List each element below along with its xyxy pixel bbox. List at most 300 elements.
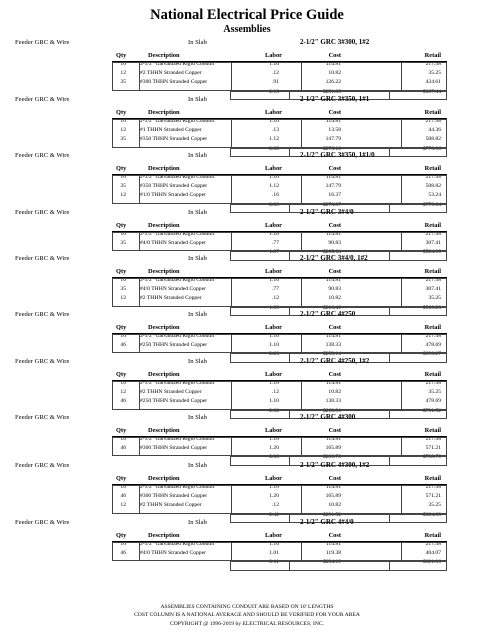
table-row [0, 549, 494, 558]
row-retail: 508.82 [425, 136, 441, 143]
row-qty: 10 [120, 61, 126, 67]
row-cost: 114.81 [325, 118, 341, 124]
total-labor: 2.42 [269, 511, 279, 518]
row-labor: 1.10 [269, 398, 279, 405]
column-header-qty: Qty [116, 532, 127, 539]
row-description: #1 THHN Stranded Copper [140, 127, 202, 134]
assembly-category: Feeder GRC & Wire [15, 96, 70, 103]
row-description: 2-1/2" Galvanized Rigid Conduit [140, 174, 215, 180]
row-description: #1/0 THHN Stranded Copper [140, 192, 206, 199]
total-retail: $779.64 [422, 201, 441, 208]
column-header-retail: Retail [424, 109, 441, 116]
table-row [0, 60, 494, 69]
total-cost: $205.64 [322, 249, 341, 256]
row-labor: .12 [272, 70, 279, 77]
row-retail: 217.58 [425, 61, 441, 67]
assembly-category: Feeder GRC & Wire [15, 209, 70, 216]
column-header-retail: Retail [424, 52, 441, 59]
assembly-location: In Slab [188, 209, 207, 216]
row-labor: 1.01 [269, 550, 279, 557]
row-labor: .12 [272, 389, 279, 396]
column-header-qty: Qty [116, 371, 127, 378]
column-header-row [0, 51, 494, 60]
column-header-description: Description [148, 532, 180, 539]
row-description: 2-1/2" Galvanized Rigid Conduit [140, 333, 215, 339]
table-row [0, 435, 494, 444]
table-row [0, 126, 494, 135]
row-labor: 1.10 [269, 380, 279, 386]
row-cost: 10.82 [328, 389, 341, 396]
assembly-header [0, 412, 494, 423]
total-labor: 2.13 [269, 88, 279, 95]
column-header-labor: Labor [264, 371, 282, 378]
total-cost: $291.52 [322, 511, 341, 518]
row-retail: 217.58 [425, 277, 441, 283]
row-retail: 217.58 [425, 174, 441, 180]
row-description: #2 THHN Stranded Copper [140, 389, 202, 396]
row-retail: 508.82 [425, 183, 441, 190]
column-header-labor: Labor [264, 532, 282, 539]
total-retail: $696.27 [422, 351, 441, 358]
table-row [0, 239, 494, 248]
table-row [0, 285, 494, 294]
table-row [0, 483, 494, 492]
total-cost: $276.18 [322, 145, 341, 152]
table-row [0, 501, 494, 510]
column-header-cost: Cost [328, 268, 341, 275]
column-header-cost: Cost [328, 109, 341, 116]
row-qty: 12 [120, 192, 126, 199]
row-cost: 119.38 [325, 550, 341, 557]
total-cost: $234.19 [322, 559, 341, 566]
row-description: #2 THHN Stranded Copper [140, 502, 202, 509]
column-header-row [0, 370, 494, 379]
total-cost: $278.97 [322, 201, 341, 208]
total-labor: 1.87 [269, 249, 279, 256]
assembly-header [0, 37, 494, 48]
row-retail: 35.25 [428, 502, 441, 509]
row-cost: 114.81 [325, 277, 341, 283]
total-cost: $280.70 [322, 454, 341, 461]
row-description: #300 THHN Stranded Copper [140, 445, 208, 452]
column-header-labor: Labor [264, 52, 282, 59]
column-header-description: Description [148, 165, 180, 172]
row-labor: .13 [272, 127, 279, 134]
assembly-code: 2-1/2" GRC 4#250 [300, 310, 356, 318]
row-cost: 114.81 [325, 436, 341, 442]
table-row [0, 332, 494, 341]
row-labor: .91 [272, 79, 279, 86]
assembly-category: Feeder GRC & Wire [15, 311, 70, 318]
assembly-category: Feeder GRC & Wire [15, 519, 70, 526]
column-header-cost: Cost [328, 324, 341, 331]
row-labor: 1.10 [269, 342, 279, 349]
assembly-header [0, 207, 494, 218]
column-header-cost: Cost [328, 52, 341, 59]
column-header-cost: Cost [328, 532, 341, 539]
assembly-header [0, 356, 494, 367]
total-labor: 2.11 [269, 559, 279, 566]
row-description: 2-1/2" Galvanized Rigid Conduit [140, 436, 215, 442]
row-cost: 114.81 [325, 484, 341, 490]
column-header-qty: Qty [116, 324, 127, 331]
row-qty: 35 [120, 240, 126, 247]
assembly-code: 2-1/2" GRC 3#4/0, 1#2 [300, 254, 368, 262]
column-header-retail: Retail [424, 371, 441, 378]
row-description: 2-1/2" Galvanized Rigid Conduit [140, 231, 215, 237]
assembly-header [0, 150, 494, 161]
assembly-category: Feeder GRC & Wire [15, 358, 70, 365]
row-qty: 10 [120, 277, 126, 283]
assembly-code: 2-1/2" GRC 3#350, 1#1 [300, 95, 370, 103]
row-retail: 217.58 [425, 436, 441, 442]
row-labor: 1.12 [269, 136, 279, 143]
column-header-description: Description [148, 52, 180, 59]
table-row [0, 230, 494, 239]
page-subtitle: Assemblies [223, 24, 271, 35]
table-row [0, 492, 494, 501]
assembly-location: In Slab [188, 519, 207, 526]
table-row [0, 444, 494, 453]
total-retail: $731.52 [422, 407, 441, 414]
row-retail: 478.69 [425, 342, 441, 349]
row-description: #250 THHN Stranded Copper [140, 398, 208, 405]
row-labor: 1.10 [269, 118, 279, 124]
row-cost: 114.81 [325, 380, 341, 386]
row-qty: 12 [120, 502, 126, 509]
total-cost: $253.14 [322, 351, 341, 358]
column-header-row [0, 323, 494, 332]
column-header-cost: Cost [328, 371, 341, 378]
row-retail: 217.58 [425, 380, 441, 386]
table-row [0, 294, 494, 303]
row-qty: 46 [120, 493, 126, 500]
row-qty: 35 [120, 136, 126, 143]
row-qty: 35 [120, 183, 126, 190]
row-labor: .12 [272, 502, 279, 509]
column-header-description: Description [148, 268, 180, 275]
total-cost: $216.46 [322, 304, 341, 311]
column-header-description: Description [148, 324, 180, 331]
row-qty: 10 [120, 118, 126, 124]
column-header-row [0, 108, 494, 117]
table-row [0, 173, 494, 182]
table-row [0, 78, 494, 87]
row-labor: 1.10 [269, 436, 279, 442]
assembly-category: Feeder GRC & Wire [15, 255, 70, 262]
assembly-header [0, 253, 494, 264]
row-description: #250 THHN Stranded Copper [140, 342, 208, 349]
column-header-qty: Qty [116, 109, 127, 116]
row-retail: 35.25 [428, 295, 441, 302]
row-retail: 307.41 [425, 286, 441, 293]
column-header-row [0, 531, 494, 540]
row-description: #2 THHN Stranded Copper [140, 295, 202, 302]
column-header-retail: Retail [424, 532, 441, 539]
table-row [0, 388, 494, 397]
column-header-qty: Qty [116, 165, 127, 172]
row-labor: .77 [272, 240, 279, 247]
assembly-category: Feeder GRC & Wire [15, 462, 70, 469]
column-header-qty: Qty [116, 475, 127, 482]
row-qty: 46 [120, 445, 126, 452]
assembly-location: In Slab [188, 358, 207, 365]
assembly-category: Feeder GRC & Wire [15, 152, 70, 159]
row-retail: 478.69 [425, 398, 441, 405]
row-qty: 10 [120, 333, 126, 339]
row-description: #4/0 THHN Stranded Copper [140, 240, 206, 247]
row-description: #2 THHN Stranded Copper [140, 70, 202, 77]
row-labor: 1.10 [269, 333, 279, 339]
column-header-cost: Cost [328, 222, 341, 229]
row-cost: 138.33 [325, 398, 341, 405]
row-description: 2-1/2" Galvanized Rigid Conduit [140, 484, 215, 490]
table-row [0, 135, 494, 144]
total-labor: 2.38 [269, 201, 279, 208]
row-description: #4/0 THHN Stranded Copper [140, 550, 206, 557]
row-labor: 1.20 [269, 493, 279, 500]
row-labor: .16 [272, 192, 279, 199]
row-qty: 46 [120, 550, 126, 557]
total-retail: $621.66 [422, 559, 441, 566]
assembly-location: In Slab [188, 311, 207, 318]
row-qty: 10 [120, 380, 126, 386]
total-retail: $524.99 [422, 249, 441, 256]
column-header-cost: Cost [328, 165, 341, 172]
column-header-qty: Qty [116, 268, 127, 275]
assembly-header [0, 460, 494, 471]
assembly-code: 2-1/2" GRC 4#300 [300, 413, 356, 421]
row-retail: 217.58 [425, 541, 441, 547]
row-cost: 138.33 [325, 342, 341, 349]
row-cost: 114.81 [325, 61, 341, 67]
table-row [0, 117, 494, 126]
column-header-retail: Retail [424, 427, 441, 434]
column-header-labor: Labor [264, 268, 282, 275]
assembly-location: In Slab [188, 152, 207, 159]
column-header-qty: Qty [116, 52, 127, 59]
column-header-row [0, 221, 494, 230]
total-labor: 2.35 [269, 145, 279, 152]
row-cost: 114.81 [325, 541, 341, 547]
row-labor: 1.10 [269, 61, 279, 67]
row-retail: 404.07 [425, 550, 441, 557]
column-header-labor: Labor [264, 475, 282, 482]
column-header-description: Description [148, 475, 180, 482]
assembly-header [0, 94, 494, 105]
assembly-section [0, 253, 494, 313]
row-qty: 12 [120, 295, 126, 302]
table-row [0, 69, 494, 78]
row-cost: 10.82 [328, 295, 341, 302]
row-description: #300 THHN Stranded Copper [140, 79, 208, 86]
row-cost: 114.81 [325, 231, 341, 237]
row-cost: 147.79 [325, 136, 341, 143]
row-cost: 16.37 [328, 192, 341, 199]
row-description: #4/0 THHN Stranded Copper [140, 286, 206, 293]
table-row [0, 191, 494, 200]
total-retail: $770.96 [422, 145, 441, 152]
column-header-row [0, 474, 494, 483]
assembly-location: In Slab [188, 255, 207, 262]
column-header-labor: Labor [264, 427, 282, 434]
assembly-code: 2-1/2" GRC 3#350, 1#1/0 [300, 151, 375, 159]
row-qty: 12 [120, 70, 126, 77]
footer-line-copyright: COPYRIGHT @ 1996-2019 by ELECTRICAL RESOURCES, INC. [169, 620, 324, 627]
row-qty: 46 [120, 398, 126, 405]
row-retail: 217.58 [425, 118, 441, 124]
table-row [0, 397, 494, 406]
row-retail: 571.21 [425, 493, 441, 500]
assembly-category: Feeder GRC & Wire [15, 39, 70, 46]
row-labor: 1.20 [269, 445, 279, 452]
assembly-section [0, 412, 494, 463]
row-qty: 10 [120, 541, 126, 547]
page-title: National Electrical Price Guide [150, 7, 344, 23]
table-row [0, 379, 494, 388]
row-retail: 307.41 [425, 240, 441, 247]
row-description: #300 THHN Stranded Copper [140, 493, 208, 500]
assembly-location: In Slab [188, 462, 207, 469]
table-row [0, 276, 494, 285]
total-labor: 1.99 [269, 304, 279, 311]
column-header-retail: Retail [424, 324, 441, 331]
assembly-header [0, 517, 494, 528]
column-header-cost: Cost [328, 427, 341, 434]
assembly-section [0, 37, 494, 97]
assembly-location: In Slab [188, 414, 207, 421]
total-cost: $263.96 [322, 407, 341, 414]
assembly-code: 2-1/2" GRC 4#250, 1#2 [300, 357, 370, 365]
column-header-row [0, 267, 494, 276]
total-retail: $560.23 [422, 304, 441, 311]
column-header-retail: Retail [424, 222, 441, 229]
row-cost: 114.81 [325, 174, 341, 180]
row-labor: 1.12 [269, 183, 279, 190]
row-description: 2-1/2" Galvanized Rigid Conduit [140, 118, 215, 124]
assembly-section [0, 309, 494, 360]
row-labor: 1.10 [269, 277, 279, 283]
column-header-labor: Labor [264, 324, 282, 331]
row-retail: 217.58 [425, 333, 441, 339]
column-header-labor: Labor [264, 109, 282, 116]
row-qty: 46 [120, 342, 126, 349]
column-header-retail: Retail [424, 268, 441, 275]
row-retail: 571.21 [425, 445, 441, 452]
row-description: #350 THHN Stranded Copper [140, 183, 208, 190]
row-qty: 12 [120, 127, 126, 134]
assembly-code: 2-1/2" GRC 4#300, 1#2 [300, 461, 370, 469]
assembly-section [0, 460, 494, 520]
column-header-row [0, 164, 494, 173]
footer-notes [0, 603, 494, 628]
assembly-location: In Slab [188, 96, 207, 103]
row-qty: 35 [120, 286, 126, 293]
row-qty: 10 [120, 436, 126, 442]
column-header-description: Description [148, 109, 180, 116]
column-header-description: Description [148, 371, 180, 378]
row-retail: 217.58 [425, 231, 441, 237]
total-labor: 2.32 [269, 407, 279, 414]
row-labor: .12 [272, 295, 279, 302]
row-cost: 114.81 [325, 333, 341, 339]
total-retail: $687.44 [422, 88, 441, 95]
table-row [0, 182, 494, 191]
row-labor: 1.10 [269, 484, 279, 490]
column-header-retail: Retail [424, 475, 441, 482]
column-header-cost: Cost [328, 475, 341, 482]
total-row [0, 558, 494, 567]
row-retail: 434.61 [425, 79, 441, 86]
row-cost: 10.82 [328, 502, 341, 509]
assembly-code: 2-1/2" GRC 3#4/0 [300, 208, 354, 216]
assembly-location: In Slab [188, 39, 207, 46]
row-cost: 165.89 [325, 445, 341, 452]
total-retail: $788.79 [422, 454, 441, 461]
row-retail: 35.25 [428, 70, 441, 77]
row-description: 2-1/2" Galvanized Rigid Conduit [140, 277, 215, 283]
row-cost: 10.82 [328, 70, 341, 77]
footer-line-cost: COST COLUMN IS A NATIONAL AVERAGE AND SHOULD BE VERIFIED FOR YOUR AREA [134, 612, 360, 619]
table-row [0, 540, 494, 549]
row-labor: 1.10 [269, 174, 279, 180]
column-header-description: Description [148, 222, 180, 229]
column-header-retail: Retail [424, 165, 441, 172]
row-cost: 165.89 [325, 493, 341, 500]
assembly-category: Feeder GRC & Wire [15, 414, 70, 421]
total-retail: $824.03 [422, 511, 441, 518]
column-header-row [0, 426, 494, 435]
total-labor: 2.30 [269, 454, 279, 461]
row-cost: 90.83 [328, 286, 341, 293]
column-header-labor: Labor [264, 165, 282, 172]
column-header-qty: Qty [116, 222, 127, 229]
row-retail: 44.36 [428, 127, 441, 134]
assembly-section [0, 94, 494, 154]
row-description: 2-1/2" Galvanized Rigid Conduit [140, 541, 215, 547]
assembly-code: 2-1/2" GRC 4#4/0 [300, 518, 354, 526]
assembly-section [0, 356, 494, 416]
row-retail: 35.25 [428, 389, 441, 396]
table-row [0, 341, 494, 350]
row-qty: 10 [120, 484, 126, 490]
row-qty: 10 [120, 174, 126, 180]
row-retail: 53.24 [428, 192, 441, 199]
row-cost: 147.79 [325, 183, 341, 190]
row-cost: 126.22 [325, 79, 341, 86]
row-retail: 217.58 [425, 484, 441, 490]
column-header-qty: Qty [116, 427, 127, 434]
row-labor: .77 [272, 286, 279, 293]
row-qty: 35 [120, 79, 126, 86]
footer-line-conduit: ASSEMBLIES CONTAINING CONDUIT ARE BASED ON 10' LENGTHS [160, 604, 334, 610]
total-cost: $251.85 [322, 88, 341, 95]
total-labor: 2.20 [269, 351, 279, 358]
assembly-code: 2-1/2" GRC 3#300, 1#2 [300, 38, 370, 46]
row-labor: 1.10 [269, 541, 279, 547]
assembly-section [0, 517, 494, 568]
row-qty: 12 [120, 389, 126, 396]
assembly-header [0, 309, 494, 320]
column-header-labor: Labor [264, 222, 282, 229]
assembly-section [0, 207, 494, 258]
column-header-description: Description [148, 427, 180, 434]
row-labor: 1.10 [269, 231, 279, 237]
row-qty: 10 [120, 231, 126, 237]
row-description: 2-1/2" Galvanized Rigid Conduit [140, 61, 215, 67]
row-description: 2-1/2" Galvanized Rigid Conduit [140, 380, 215, 386]
row-description: #350 THHN Stranded Copper [140, 136, 208, 143]
